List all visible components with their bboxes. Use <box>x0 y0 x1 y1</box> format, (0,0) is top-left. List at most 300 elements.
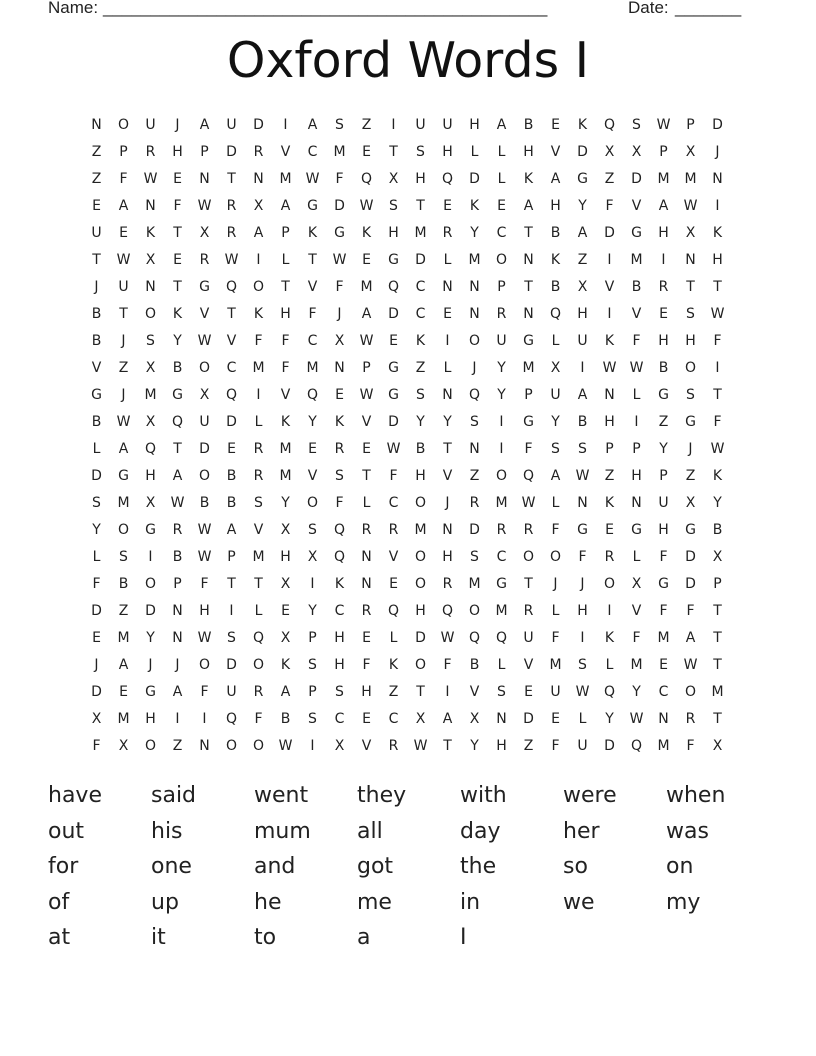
grid-letter: J <box>94 657 99 673</box>
grid-letter: K <box>604 495 615 511</box>
grid-letter: T <box>173 441 182 457</box>
grid-letter: K <box>712 468 723 484</box>
grid-letter: J <box>472 360 477 376</box>
grid-letter: G <box>334 225 345 241</box>
grid-letter: C <box>334 603 345 619</box>
grid-letter: F <box>92 738 101 754</box>
grid-letter: Y <box>146 630 155 646</box>
grid-letter: Q <box>225 387 238 403</box>
grid-letter: X <box>604 144 615 160</box>
grid-letter: M <box>495 495 508 511</box>
grid-letter: P <box>497 279 506 295</box>
grid-letter: F <box>443 657 452 673</box>
word-list-item: he <box>254 889 282 915</box>
grid-letter: X <box>253 198 264 214</box>
grid-letter: C <box>388 711 399 727</box>
word-list-item: I <box>460 925 467 950</box>
grid-letter: O <box>495 468 508 484</box>
grid-letter: U <box>577 333 588 349</box>
name-label: Name: <box>48 0 99 17</box>
grid-letter: P <box>200 144 209 160</box>
grid-letter: W <box>575 684 590 700</box>
grid-letter: B <box>631 279 642 295</box>
word-list-item: to <box>254 925 277 950</box>
grid-letter: F <box>659 549 668 565</box>
grid-letter: V <box>307 279 318 295</box>
grid-letter: G <box>523 414 534 430</box>
grid-letter: R <box>685 711 696 727</box>
grid-letter: O <box>603 576 616 592</box>
grid-letter: R <box>658 279 669 295</box>
grid-letter: H <box>550 198 561 214</box>
grid-letter: R <box>334 441 345 457</box>
grid-letter: N <box>91 117 102 133</box>
grid-letter: Z <box>91 144 102 160</box>
grid-letter: D <box>604 225 615 241</box>
grid-letter: N <box>253 171 264 187</box>
word-list-item: it <box>151 925 166 950</box>
grid-letter: U <box>442 117 453 133</box>
grid-letter: O <box>252 657 265 673</box>
grid-letter: F <box>335 279 344 295</box>
grid-letter: W <box>575 468 590 484</box>
grid-letter: L <box>92 549 101 565</box>
word-list-item: the <box>460 854 497 879</box>
grid-letter: C <box>388 495 399 511</box>
grid-letter: W <box>359 198 374 214</box>
grid-letter: E <box>497 198 506 214</box>
grid-letter: Y <box>308 603 317 619</box>
grid-letter: F <box>632 333 641 349</box>
word-list-item: with <box>460 783 507 808</box>
grid-letter: S <box>92 495 101 511</box>
grid-letter: U <box>118 279 129 295</box>
grid-letter: A <box>172 468 183 484</box>
grid-letter: S <box>551 441 560 457</box>
grid-letter: R <box>253 144 264 160</box>
word-list-item: said <box>151 783 197 808</box>
grid-letter: R <box>253 468 264 484</box>
grid-letter: A <box>226 522 237 538</box>
grid-letter: K <box>415 333 426 349</box>
grid-letter: P <box>605 441 614 457</box>
grid-letter: S <box>335 468 344 484</box>
grid-letter: C <box>334 711 345 727</box>
grid-letter: A <box>307 117 318 133</box>
grid-letter: H <box>658 522 669 538</box>
grid-letter: S <box>416 387 425 403</box>
grid-letter: B <box>550 225 561 241</box>
grid-letter: I <box>661 252 666 268</box>
grid-letter: D <box>91 684 102 700</box>
grid-letter: L <box>578 711 587 727</box>
grid-letter: K <box>280 414 291 430</box>
grid-letter: H <box>415 468 426 484</box>
grid-letter: A <box>172 684 183 700</box>
grid-letter: F <box>200 684 209 700</box>
grid-letter: Y <box>578 198 587 214</box>
grid-letter: I <box>283 117 288 133</box>
grid-letter: W <box>359 387 374 403</box>
grid-letter: T <box>173 225 182 241</box>
grid-letter: D <box>145 603 156 619</box>
grid-letter: Q <box>306 387 319 403</box>
grid-letter: U <box>550 684 561 700</box>
grid-letter: P <box>524 387 533 403</box>
grid-letter: F <box>335 495 344 511</box>
grid-letter: R <box>145 144 156 160</box>
grid-letter: X <box>280 576 291 592</box>
grid-letter: D <box>253 117 264 133</box>
grid-letter: C <box>226 360 237 376</box>
grid-letter: N <box>442 522 453 538</box>
grid-letter: V <box>631 198 642 214</box>
grid-letter: R <box>172 522 183 538</box>
grid-letter: W <box>197 333 212 349</box>
grid-letter: W <box>602 360 617 376</box>
grid-letter: W <box>143 171 158 187</box>
grid-letter: B <box>226 468 237 484</box>
grid-letter: S <box>470 549 479 565</box>
grid-letter: T <box>713 630 722 646</box>
grid-letter: S <box>578 441 587 457</box>
grid-letter: Q <box>441 603 454 619</box>
grid-letter: M <box>279 171 292 187</box>
grid-letter: B <box>469 657 480 673</box>
grid-letter: E <box>389 576 398 592</box>
grid-letter: V <box>442 468 453 484</box>
grid-letter: R <box>361 603 372 619</box>
grid-letter: Q <box>144 441 157 457</box>
grid-letter: Q <box>522 468 535 484</box>
grid-letter: F <box>389 468 398 484</box>
grid-letter: N <box>604 387 615 403</box>
grid-letter: U <box>145 117 156 133</box>
grid-letter: T <box>713 603 722 619</box>
grid-letter: A <box>577 225 588 241</box>
word-list-item: my <box>666 889 701 915</box>
grid-letter: T <box>686 279 695 295</box>
grid-letter: O <box>414 495 427 511</box>
grid-letter: E <box>92 630 101 646</box>
grid-letter: M <box>279 468 292 484</box>
grid-letter: W <box>710 306 725 322</box>
grid-letter: K <box>172 306 183 322</box>
grid-letter: L <box>632 549 641 565</box>
grid-letter: N <box>442 387 453 403</box>
grid-letter: F <box>632 630 641 646</box>
grid-letter: E <box>362 441 371 457</box>
grid-letter: T <box>227 576 236 592</box>
grid-letter: N <box>361 549 372 565</box>
grid-letter: O <box>495 252 508 268</box>
grid-letter: Y <box>281 495 290 511</box>
grid-letter: Q <box>630 738 643 754</box>
grid-letter: G <box>307 198 318 214</box>
grid-letter: T <box>281 279 290 295</box>
grid-letter: I <box>256 387 261 403</box>
grid-letter: Q <box>360 171 373 187</box>
grid-letter: L <box>443 360 452 376</box>
grid-letter: M <box>252 360 265 376</box>
grid-letter: F <box>254 711 263 727</box>
grid-letter: Y <box>470 225 479 241</box>
grid-letter: J <box>175 657 180 673</box>
grid-letter: U <box>226 684 237 700</box>
grid-letter: G <box>631 225 642 241</box>
grid-letter: P <box>659 144 668 160</box>
grid-letter: U <box>91 225 102 241</box>
grid-letter: H <box>280 306 291 322</box>
grid-letter: X <box>91 711 102 727</box>
grid-letter: G <box>685 522 696 538</box>
grid-letter: V <box>523 657 534 673</box>
grid-letter: X <box>145 360 156 376</box>
grid-letter: X <box>631 576 642 592</box>
grid-letter: N <box>145 279 156 295</box>
grid-letter: Z <box>415 360 426 376</box>
grid-letter: M <box>630 657 643 673</box>
grid-letter: U <box>415 117 426 133</box>
grid-letter: P <box>713 576 722 592</box>
grid-letter: E <box>173 171 182 187</box>
grid-letter: S <box>146 333 155 349</box>
grid-letter: U <box>523 630 534 646</box>
grid-letter: T <box>227 306 236 322</box>
grid-letter: W <box>116 252 131 268</box>
word-list-item: have <box>48 783 102 808</box>
grid-letter: E <box>389 333 398 349</box>
grid-letter: G <box>91 387 102 403</box>
word-list-item: we <box>563 889 595 915</box>
grid-letter: J <box>121 333 126 349</box>
grid-letter: M <box>468 252 481 268</box>
grid-letter: W <box>710 441 725 457</box>
grid-letter: H <box>145 711 156 727</box>
grid-letter: D <box>91 603 102 619</box>
grid-letter: E <box>335 387 344 403</box>
grid-letter: O <box>414 657 427 673</box>
grid-letter: W <box>521 495 536 511</box>
grid-letter: B <box>226 495 237 511</box>
grid-letter: H <box>523 144 534 160</box>
grid-letter: W <box>656 117 671 133</box>
grid-letter: X <box>118 738 129 754</box>
grid-letter: T <box>713 387 722 403</box>
grid-letter: H <box>415 603 426 619</box>
grid-letter: H <box>334 630 345 646</box>
grid-letter: Y <box>605 711 614 727</box>
grid-letter: X <box>685 144 696 160</box>
grid-letter: T <box>227 171 236 187</box>
grid-letter: G <box>388 252 399 268</box>
grid-letter: I <box>499 414 504 430</box>
grid-letter: X <box>577 279 588 295</box>
grid-letter: B <box>91 333 102 349</box>
grid-letter: R <box>442 576 453 592</box>
grid-letter: R <box>388 738 399 754</box>
grid-letter: U <box>226 117 237 133</box>
grid-letter: R <box>523 522 534 538</box>
grid-letter: N <box>172 603 183 619</box>
grid-letter: W <box>629 360 644 376</box>
grid-letter: G <box>496 576 507 592</box>
grid-letter: D <box>469 171 480 187</box>
grid-letter: N <box>496 711 507 727</box>
grid-letter: O <box>414 576 427 592</box>
grid-letter: R <box>226 198 237 214</box>
grid-letter: F <box>173 198 182 214</box>
grid-letter: R <box>496 522 507 538</box>
grid-letter: K <box>550 252 561 268</box>
word-list-item: and <box>254 854 296 879</box>
grid-letter: I <box>310 576 315 592</box>
grid-letter: U <box>577 738 588 754</box>
grid-letter: H <box>172 144 183 160</box>
grid-letter: T <box>362 468 371 484</box>
grid-letter: H <box>199 603 210 619</box>
grid-letter: F <box>281 333 290 349</box>
grid-letter: I <box>202 711 207 727</box>
grid-letter: K <box>577 117 588 133</box>
grid-letter: T <box>713 657 722 673</box>
grid-letter: F <box>362 657 371 673</box>
grid-letter: I <box>445 333 450 349</box>
grid-letter: E <box>362 711 371 727</box>
grid-letter: V <box>280 387 291 403</box>
grid-letter: K <box>307 225 318 241</box>
grid-letter: T <box>389 144 398 160</box>
grid-letter: S <box>578 657 587 673</box>
grid-letter: M <box>414 225 427 241</box>
grid-letter: O <box>414 549 427 565</box>
grid-letter: B <box>550 279 561 295</box>
grid-letter: O <box>684 360 697 376</box>
grid-letter: O <box>468 333 481 349</box>
word-list-item: went <box>254 783 309 808</box>
grid-letter: L <box>254 414 263 430</box>
header <box>48 0 748 20</box>
grid-letter: U <box>550 387 561 403</box>
grid-letter: J <box>688 441 693 457</box>
grid-letter: L <box>497 657 506 673</box>
grid-letter: P <box>659 468 668 484</box>
grid-letter: O <box>198 657 211 673</box>
grid-letter: F <box>551 630 560 646</box>
grid-letter: F <box>713 333 722 349</box>
grid-letter: T <box>416 198 425 214</box>
grid-letter: M <box>117 711 130 727</box>
grid-letter: V <box>550 144 561 160</box>
grid-letter: G <box>118 468 129 484</box>
word-list-item: her <box>563 818 600 844</box>
grid-letter: H <box>388 225 399 241</box>
grid-letter: P <box>308 684 317 700</box>
grid-letter: G <box>577 522 588 538</box>
grid-letter: K <box>361 225 372 241</box>
grid-letter: S <box>308 522 317 538</box>
grid-letter: M <box>117 630 130 646</box>
grid-letter: I <box>715 360 720 376</box>
word-list-item: all <box>357 818 383 844</box>
grid-letter: S <box>470 414 479 430</box>
grid-letter: H <box>442 144 453 160</box>
grid-letter: M <box>657 738 670 754</box>
grid-letter: N <box>334 360 345 376</box>
grid-letter: D <box>199 441 210 457</box>
grid-letter: T <box>524 225 533 241</box>
date-label: Date: <box>628 0 669 17</box>
grid-letter: F <box>281 360 290 376</box>
grid-letter: W <box>224 252 239 268</box>
grid-letter: S <box>335 117 344 133</box>
grid-letter: G <box>658 387 669 403</box>
grid-letter: Y <box>308 414 317 430</box>
grid-letter: P <box>362 360 371 376</box>
grid-letter: O <box>225 738 238 754</box>
grid-letter: Z <box>604 468 615 484</box>
grid-letter: A <box>253 225 264 241</box>
grid-letter: N <box>469 279 480 295</box>
grid-letter: W <box>197 549 212 565</box>
grid-letter: F <box>335 171 344 187</box>
grid-letter: B <box>91 306 102 322</box>
word-list-item: a <box>357 925 371 950</box>
grid-letter: N <box>172 630 183 646</box>
grid-letter: T <box>443 441 452 457</box>
grid-letter: M <box>252 549 265 565</box>
grid-letter: H <box>712 252 723 268</box>
grid-letter: H <box>685 333 696 349</box>
grid-letter: L <box>362 495 371 511</box>
grid-letter: M <box>468 576 481 592</box>
grid-letter: Z <box>388 684 399 700</box>
grid-letter: G <box>388 387 399 403</box>
grid-letter: X <box>334 738 345 754</box>
grid-letter: I <box>256 252 261 268</box>
grid-letter: Y <box>551 414 560 430</box>
grid-letter: I <box>607 603 612 619</box>
grid-letter: S <box>686 306 695 322</box>
grid-letter: G <box>145 522 156 538</box>
grid-letter: O <box>198 360 211 376</box>
grid-letter: R <box>253 441 264 457</box>
grid-letter: H <box>496 738 507 754</box>
grid-letter: T <box>713 279 722 295</box>
grid-letter: R <box>361 522 372 538</box>
grid-letter: B <box>658 360 669 376</box>
grid-letter: V <box>226 333 237 349</box>
grid-letter: V <box>253 522 264 538</box>
grid-letter: X <box>631 144 642 160</box>
grid-letter: V <box>361 414 372 430</box>
grid-letter: U <box>199 414 210 430</box>
grid-letter: M <box>306 360 319 376</box>
grid-letter: Q <box>603 684 616 700</box>
grid-letter: K <box>604 630 615 646</box>
grid-letter: N <box>577 495 588 511</box>
grid-letter: Z <box>91 171 102 187</box>
grid-letter: E <box>308 441 317 457</box>
grid-letter: K <box>280 657 291 673</box>
grid-letter: T <box>524 279 533 295</box>
word-list-item: out <box>48 818 85 844</box>
grid-letter: W <box>683 198 698 214</box>
grid-letter: F <box>92 576 101 592</box>
grid-letter: W <box>116 414 131 430</box>
grid-letter: N <box>523 306 534 322</box>
grid-letter: H <box>415 171 426 187</box>
